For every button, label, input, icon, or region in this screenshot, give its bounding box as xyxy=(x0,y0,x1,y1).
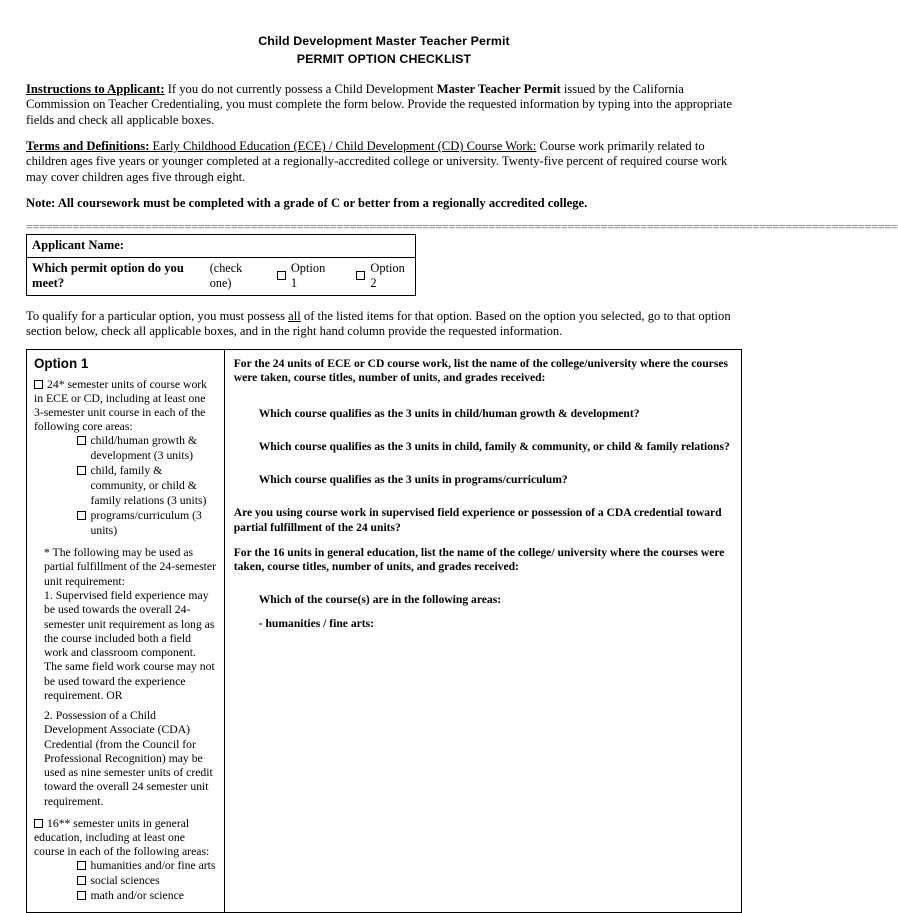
core-area-1-label: child/human growth & development (3 units) xyxy=(90,434,197,463)
list-item[interactable] xyxy=(77,859,217,874)
check-one-hint: (check one) xyxy=(209,260,243,290)
option-2-checkbox[interactable] xyxy=(356,271,365,280)
coursework-note: Note: All coursework must be completed with a grade of C or better from a regionally accredited college. xyxy=(26,196,588,211)
page-subtitle: PERMIT OPTION CHECKLIST xyxy=(296,52,472,66)
requirement-1-subitems xyxy=(34,434,217,539)
gened-area-1-checkbox[interactable] xyxy=(77,861,86,870)
option-1-choice[interactable] xyxy=(277,261,331,291)
terms-paragraph xyxy=(26,139,742,185)
question-programs-curriculum: Which course qualifies as the 3 units in programs/curriculum? xyxy=(258,473,568,487)
section-divider: ==================================================================================================================================== xyxy=(26,219,898,234)
qualify-underlined: all xyxy=(288,308,301,323)
core-area-3-label: programs/curriculum (3 units) xyxy=(90,509,202,538)
core-area-2-label: child, family & community, or child & family relations (3 units) xyxy=(90,464,207,508)
list-item[interactable] xyxy=(77,874,217,889)
qualify-text-1: To qualify for a particular option, you must possess xyxy=(26,308,289,323)
permit-option-question: Which permit option do you meet? xyxy=(32,260,184,290)
requirement-1-text: 24* semester units of course work in ECE or CD, including at least one 3-semester unit course in each of the following core areas: xyxy=(34,378,208,433)
requirement-2-subitems xyxy=(34,859,217,904)
question-which-areas: Which of the course(s) are in the following areas: xyxy=(258,593,502,607)
prompt-ece-coursework: For the 24 units of ECE or CD course work, list the name of the college/university where the courses were taken, course titles, number of units, and grades received: xyxy=(233,357,728,385)
qualify-paragraph xyxy=(26,309,742,340)
question-child-family-community: Which course qualifies as the 3 units in child, family & community, or child & family relations? xyxy=(258,439,730,453)
footnote-item-1: 1. Supervised field experience may be used towards the overall 24-semester unit requirement as long as the course included both a field work and classroom component. The same field work course may not be used toward the experience requirement. OR xyxy=(44,589,215,702)
question-humanities-fine-arts: - humanities / fine arts: xyxy=(258,616,374,630)
footnote-intro: * The following may be used as partial fulfillment of the 24-semester unit requirement: xyxy=(44,546,217,588)
terms-text: Course work primarily related to children ages five years or younger completed at a regionally-accredited college or university. Twenty-five percent of required course work may cover children ages five through eight. xyxy=(26,139,728,184)
applicant-name-row xyxy=(27,235,415,258)
list-item[interactable] xyxy=(77,464,217,509)
core-area-3-checkbox[interactable] xyxy=(77,511,86,520)
page-title: Child Development Master Teacher Permit xyxy=(258,34,510,48)
option-1-checkbox[interactable] xyxy=(277,271,286,280)
option-response-column xyxy=(225,350,741,912)
option-heading: Option 1 xyxy=(34,356,89,372)
gened-area-3-checkbox[interactable] xyxy=(77,891,86,900)
requirement-2-checkbox[interactable] xyxy=(34,819,43,828)
terms-underlined: Early Childhood Education (ECE) / Child Development (CD) Course Work: xyxy=(149,139,537,154)
gened-area-1-label: humanities and/or fine arts xyxy=(90,859,216,873)
list-item[interactable] xyxy=(77,509,217,539)
requirement-1-checkbox[interactable] xyxy=(34,380,43,389)
question-child-human-growth: Which course qualifies as the 3 units in child/human growth & development? xyxy=(258,406,640,420)
instructions-text-1: If you do not currently possess a Child Development xyxy=(164,82,437,96)
gened-area-2-label: social sciences xyxy=(90,874,160,888)
instructions-text-2: issued by the California Commission on Teacher Credentialing, you must complete the form below. Provide the requested information by typing into the appropriate fields and check all applicable boxes. xyxy=(26,82,732,127)
option-2-label: Option 2 xyxy=(370,260,405,290)
footnote-item-2: 2. Possession of a Child Development Associate (CDA) Credential (from the Council for Professional Recognition) may be used as nine semester units of credit toward the overall 24 semester unit requirement. xyxy=(44,709,213,808)
permit-option-row xyxy=(27,258,415,295)
core-area-1-checkbox[interactable] xyxy=(77,436,86,445)
core-area-2-checkbox[interactable] xyxy=(77,466,86,475)
terms-label: Terms and Definitions: xyxy=(26,139,150,154)
instructions-label: Instructions to Applicant: xyxy=(26,82,165,96)
option-1-label: Option 1 xyxy=(290,260,326,290)
requirement-1-row[interactable] xyxy=(34,378,217,433)
option-2-choice[interactable] xyxy=(356,261,410,291)
option-requirements-column xyxy=(27,350,225,912)
instructions-paragraph xyxy=(26,82,742,128)
gened-area-2-checkbox[interactable] xyxy=(77,876,86,885)
prompt-general-education: For the 16 units in general education, list the name of the college/ university where the courses were taken, course titles, number of units, and grades received: xyxy=(233,545,725,574)
option-1-table xyxy=(26,349,742,913)
list-item[interactable] xyxy=(77,889,217,904)
list-item[interactable] xyxy=(77,434,217,464)
applicant-info-box xyxy=(26,234,416,296)
requirement-2-row[interactable] xyxy=(34,817,217,858)
applicant-name-label: Applicant Name: xyxy=(32,237,124,252)
requirement-2-text: 16** semester units in general education, including at least one course in each of the following areas: xyxy=(34,816,210,858)
question-supervised-field-experience: Are you using course work in supervised field experience or possession of a CDA credential toward partial fulfillment of the 24 units? xyxy=(233,506,722,534)
qualify-text-2: of the listed items for that option. Based on the option you selected, go to that option section below, check all applicable boxes, and in the right hand column provide the requested information. xyxy=(26,308,731,338)
gened-area-3-label: math and/or science xyxy=(90,889,184,903)
instructions-emphasis: Master Teacher Permit xyxy=(436,82,561,96)
